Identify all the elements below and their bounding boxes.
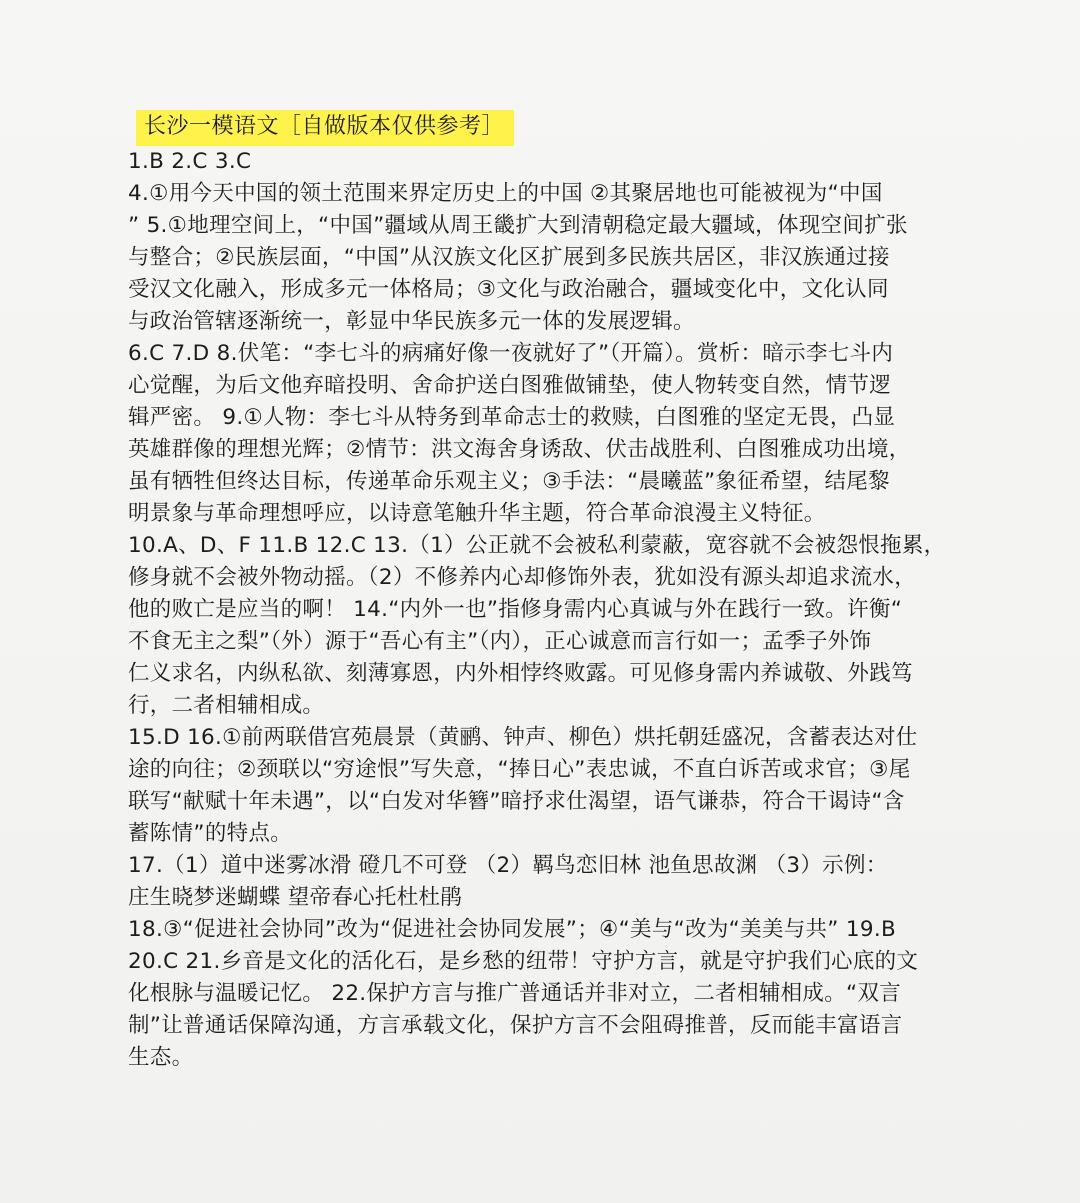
answer-line: 18.③“促进社会协同”改为“促进社会协同发展”；④“美与“改为“美美与共” 19.B: [128, 917, 897, 942]
answer-line: 20.C 21.乡音是文化的活化石，是乡愁的纽带！守护方言，就是守护我们心底的文: [128, 949, 919, 974]
answer-line: 明景象与革命理想呼应，以诗意笔触升华主题，符合革命浪漫主义特征。: [128, 501, 826, 526]
answer-line: 心觉醒，为后文他弃暗投明、舍命护送白图雅做铺垫，使人物转变自然，情节逻: [128, 373, 892, 398]
answer-line: 与政治管辖逐渐统一，彰显中华民族多元一体的发展逻辑。: [128, 309, 695, 334]
answer-document: [128, 110, 988, 1074]
answer-line: 受汉文化融入，形成多元一体格局；③文化与政治融合，疆域变化中，文化认同: [128, 277, 889, 302]
answer-line: 化根脉与温暖记忆。 22.保护方言与推广普通话并非对立，二者相辅相成。“双言: [128, 981, 902, 1006]
answer-line: 17.（1）道中迷雾冰滑 磴几不可登 （2）羁鸟恋旧林 池鱼思故渊 （3）示例：: [128, 853, 888, 878]
answer-line: 仁义求名，内纵私欲、刻薄寡恩，内外相悖终败露。可见修身需内养诚敬、外践笃: [128, 661, 913, 686]
answer-line: 1.B 2.C 3.C: [128, 149, 252, 174]
answer-line: 他的败亡是应当的啊！ 14.“内外一也”指修身需内心真诚与外在践行一致。许衡“: [128, 597, 903, 622]
answer-line: 虽有牺牲但终达目标，传递革命乐观主义；③手法：“晨曦蓝”象征希望，结尾黎: [128, 469, 890, 494]
answer-line: 英雄群像的理想光辉；②情节：洪文海舍身诱敌、伏击战胜利、白图雅成功出境，: [128, 437, 911, 462]
answer-line: 15.D 16.①前两联借宫苑晨景（黄鹂、钟声、柳色）烘托朝廷盛况，含蓄表达对仕: [128, 725, 918, 750]
answer-line: 6.C 7.D 8.伏笔：“李七斗的病痛好像一夜就好了”（开篇）。赏析：暗示李七斗内: [128, 341, 894, 366]
answer-line: 辑严密。 9.①人物：李七斗从特务到革命志士的救赎，白图雅的坚定无畏，凸显: [128, 405, 896, 430]
title-row: [128, 110, 988, 146]
answer-line: 制”让普通话保障沟通，方言承载文化，保护方言不会阻碍推普，反而能丰富语言: [128, 1013, 903, 1038]
answer-line: 行，二者相辅相成。: [128, 693, 325, 718]
answer-line: 蓄陈情”的特点。: [128, 821, 293, 846]
answer-line: 10.A、D、F 11.B 12.C 13.（1）公正就不会被私利蒙蔽，宽容就不会被怨恨拖累，: [128, 533, 946, 558]
answer-line: 联写“献赋十年未遇”，以“白发对华簪”暗抒求仕渴望，语气谦恭，符合干谒诗“含: [128, 789, 905, 814]
answer-line: 生态。: [128, 1045, 194, 1070]
answer-line: 途的向往；②颈联以“穷途恨”写失意，“捧日心”表忠诚，不直白诉苦或求官；③尾: [128, 757, 911, 782]
answer-line: 庄生晓梦迷蝴蝶 望帝春心托杜杜鹃: [128, 885, 463, 910]
answer-line: 4.①用今天中国的领土范围来界定历史上的中国 ②其聚居地也可能被视为“中国: [128, 181, 883, 206]
answer-line: 与整合；②民族层面，“中国”从汉族文化区扩展到多民族共居区，非汉族通过接: [128, 245, 890, 270]
answer-line: 修身就不会被外物动摇。（2）不修养内心却修饰外表，犹如没有源头却追求流水，: [128, 565, 917, 590]
answer-line: 不食无主之梨”（外）源于“吾心有主”（内），正心诚意而言行如一；孟季子外饰: [128, 629, 872, 654]
answer-body: [128, 146, 988, 1074]
document-title: 长沙一模语文［自做版本仅供参考］: [136, 110, 514, 146]
answer-line: ” 5.①地理空间上，“中国”疆域从周王畿扩大到清朝稳定最大疆域，体现空间扩张: [128, 213, 908, 238]
